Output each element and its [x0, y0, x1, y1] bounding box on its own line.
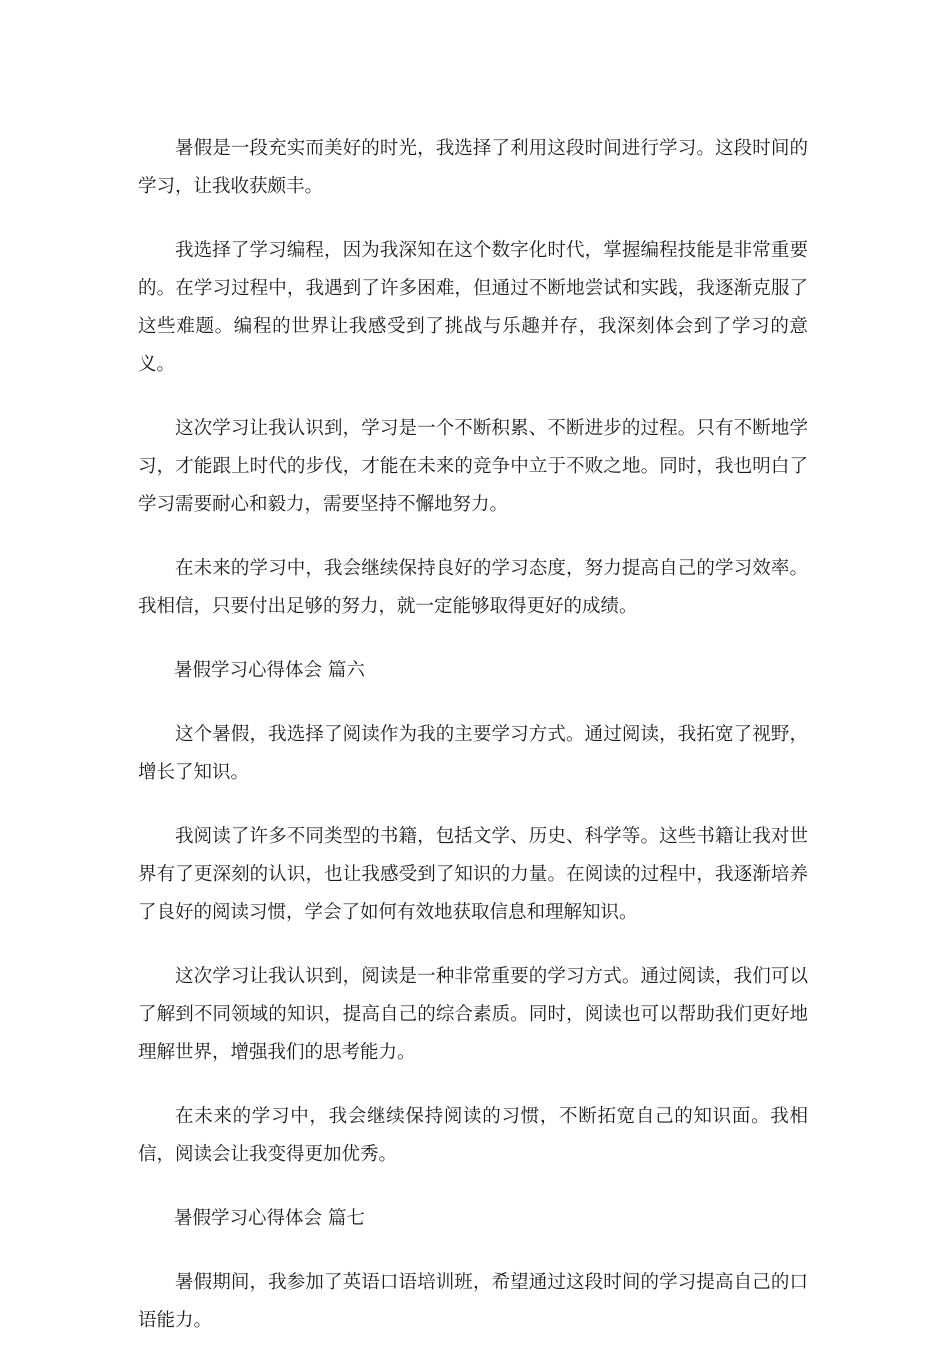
- paragraph: 在未来的学习中，我会继续保持阅读的习惯，不断拓宽自己的知识面。我相信，阅读会让我变得更加优秀。: [138, 1106, 808, 1165]
- section-title: 暑假学习心得体会 篇六: [174, 660, 365, 681]
- paragraph: 暑假期间，我参加了英语口语培训班，希望通过这段时间的学习提高自己的口语能力。: [138, 1272, 808, 1331]
- paragraph: 在未来的学习中，我会继续保持良好的学习态度，努力提高自己的学习效率。我相信，只要付出足够的努力，就一定能够取得更好的成绩。: [138, 558, 808, 617]
- section-title: 暑假学习心得体会 篇七: [174, 1208, 365, 1229]
- paragraph: 我阅读了许多不同类型的书籍，包括文学、历史、科学等。这些书籍让我对世界有了更深刻的认识，也让我感受到了知识的力量。在阅读的过程中，我逐渐培养了良好的阅读习惯，学会了如何有效地获取信息和理解知识。: [138, 826, 808, 923]
- paragraph: 暑假是一段充实而美好的时光，我选择了利用这段时间进行学习。这段时间的学习，让我收获颇丰。: [138, 138, 808, 197]
- paragraph: 这个暑假，我选择了阅读作为我的主要学习方式。通过阅读，我拓宽了视野，增长了知识。: [138, 724, 808, 783]
- paragraph: 这次学习让我认识到，阅读是一种非常重要的学习方式。通过阅读，我们可以了解到不同领域的知识，提高自己的综合素质。同时，阅读也可以帮助我们更好地理解世界，增强我们的思考能力。: [138, 966, 808, 1063]
- paragraph: 这次学习让我认识到，学习是一个不断积累、不断进步的过程。只有不断地学习，才能跟上时代的步伐，才能在未来的竞争中立于不败之地。同时，我也明白了学习需要耐心和毅力，需要坚持不懈地努力。: [138, 418, 808, 515]
- document-page: [138, 130, 808, 1366]
- paragraph: 我选择了学习编程，因为我深知在这个数字化时代，掌握编程技能是非常重要的。在学习过程中，我遇到了许多困难，但通过不断地尝试和实践，我逐渐克服了这些难题。编程的世界让我感受到了挑战与乐趣并存，我深刻体会到了学习的意义。: [138, 240, 808, 375]
